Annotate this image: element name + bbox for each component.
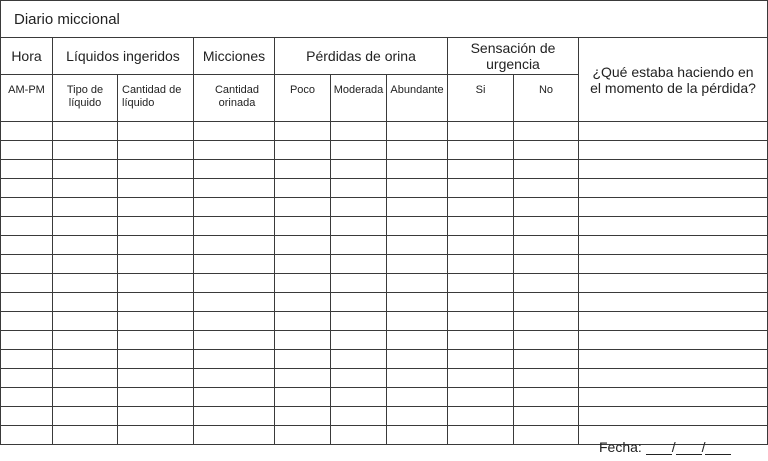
table-row [1,122,768,141]
entry-cell[interactable] [331,179,387,198]
entry-cell[interactable] [579,407,768,426]
entry-cell[interactable] [579,236,768,255]
entry-cell[interactable] [1,255,53,274]
header-no: No [514,75,579,122]
entry-cell[interactable] [514,312,579,331]
entry-cell[interactable] [118,331,194,350]
entry-cell[interactable] [448,388,514,407]
entry-cell[interactable] [387,236,448,255]
entry-cell[interactable] [53,426,118,445]
entry-cell[interactable] [1,122,53,141]
entry-cell[interactable] [514,350,579,369]
entry-cell[interactable] [118,426,194,445]
entry-cell[interactable] [118,274,194,293]
header-moderada: Moderada [331,75,387,122]
entry-cell[interactable] [448,331,514,350]
entry-cell[interactable] [194,350,275,369]
entry-cell[interactable] [448,160,514,179]
entry-cell[interactable] [275,198,331,217]
entry-cell[interactable] [275,426,331,445]
entry-cell[interactable] [387,312,448,331]
entry-cell[interactable] [53,160,118,179]
entry-cell[interactable] [53,122,118,141]
entry-cell[interactable] [53,388,118,407]
header-cantidad-liquido: Cantidad de líquido [118,75,194,122]
entry-cell[interactable] [514,217,579,236]
entry-cell[interactable] [194,312,275,331]
entry-cell[interactable] [53,407,118,426]
entry-cell[interactable] [448,141,514,160]
entry-cell[interactable] [387,293,448,312]
entry-cell[interactable] [194,388,275,407]
entry-cell[interactable] [514,160,579,179]
entry-cell[interactable] [194,217,275,236]
header-cantidad-orinada: Cantidad orinada [194,75,275,122]
entry-cell[interactable] [194,331,275,350]
entry-cell[interactable] [448,236,514,255]
entry-cell[interactable] [194,122,275,141]
table-row [1,312,768,331]
entry-cell[interactable] [194,369,275,388]
header-actividad-label: ¿Qué estaba haciendo en el momento de la pérdida? [590,63,756,96]
entry-cell[interactable] [194,426,275,445]
header-hora: Hora [1,38,53,75]
entry-cell[interactable] [331,217,387,236]
entry-cell[interactable] [514,426,579,445]
entry-cell[interactable] [331,122,387,141]
table-row [1,179,768,198]
entry-cell[interactable] [275,312,331,331]
date-separator: / [701,439,706,455]
entry-cell[interactable] [194,274,275,293]
entry-cell[interactable] [387,122,448,141]
entry-cell[interactable] [387,426,448,445]
entry-cell[interactable] [1,331,53,350]
header-si: Si [448,75,514,122]
entry-cell[interactable] [53,312,118,331]
entry-cell[interactable] [331,388,387,407]
entry-cell[interactable] [1,141,53,160]
entry-cell[interactable] [118,388,194,407]
entry-cell[interactable] [514,198,579,217]
form-title: Diario miccional [1,1,768,38]
entry-cell[interactable] [118,369,194,388]
entry-cell[interactable] [514,122,579,141]
entry-cell[interactable] [194,293,275,312]
entry-cell[interactable] [514,293,579,312]
entry-cell[interactable] [53,369,118,388]
entry-cell[interactable] [275,255,331,274]
entry-cell[interactable] [118,141,194,160]
header-tipo-liquido: Tipo de líquido [53,75,118,122]
table-row [1,160,768,179]
entry-cell[interactable] [53,293,118,312]
entry-cell[interactable] [1,293,53,312]
entry-cell[interactable] [331,331,387,350]
table-row [1,236,768,255]
table-row [1,350,768,369]
entry-cell[interactable] [387,217,448,236]
entry-cell[interactable] [275,331,331,350]
entry-cell[interactable] [514,369,579,388]
entry-cell[interactable] [194,198,275,217]
entry-cell[interactable] [387,255,448,274]
entry-cell[interactable] [1,160,53,179]
entry-cell[interactable] [448,407,514,426]
entry-cell[interactable] [118,198,194,217]
date-field [599,439,731,455]
table-row [1,198,768,217]
entry-cell[interactable] [579,122,768,141]
entry-cell[interactable] [514,407,579,426]
entry-cell[interactable] [579,388,768,407]
date-month-blank[interactable] [676,440,702,455]
entry-cell[interactable] [1,217,53,236]
entry-cell[interactable] [514,274,579,293]
entry-cell[interactable] [387,350,448,369]
entry-cell[interactable] [579,198,768,217]
table-row [1,407,768,426]
table-row [1,331,768,350]
table-row [1,141,768,160]
entry-cell[interactable] [53,331,118,350]
header-urgencia-label: Sensación de urgencia [470,40,556,72]
entry-cell[interactable] [579,350,768,369]
entry-cell[interactable] [331,255,387,274]
entry-cell[interactable] [1,179,53,198]
entry-cell[interactable] [1,350,53,369]
entry-cell[interactable] [387,141,448,160]
entry-cell[interactable] [275,160,331,179]
header-micciones: Micciones [194,38,275,75]
header-urgencia [448,38,579,75]
entry-cell[interactable] [275,236,331,255]
entry-cell[interactable] [579,331,768,350]
entry-cell[interactable] [275,122,331,141]
entry-cell[interactable] [194,160,275,179]
entry-cell[interactable] [118,122,194,141]
entry-cell[interactable] [331,141,387,160]
table-row [1,369,768,388]
entry-cell[interactable] [275,141,331,160]
entry-cell[interactable] [118,255,194,274]
entry-cell[interactable] [118,312,194,331]
entry-cell[interactable] [331,236,387,255]
table-row [1,255,768,274]
entry-cell[interactable] [514,179,579,198]
entry-cell[interactable] [579,312,768,331]
entry-cell[interactable] [514,236,579,255]
entry-cell[interactable] [275,179,331,198]
entry-cell[interactable] [331,274,387,293]
entry-cell[interactable] [448,255,514,274]
entry-cell[interactable] [118,407,194,426]
entry-cell[interactable] [331,350,387,369]
entry-cell[interactable] [448,198,514,217]
entry-cell[interactable] [448,426,514,445]
entry-cell[interactable] [579,255,768,274]
entry-cell[interactable] [118,217,194,236]
date-label: Fecha: [599,439,642,455]
entry-cell[interactable] [118,179,194,198]
header-am-pm: AM-PM [1,75,53,122]
entry-cell[interactable] [53,179,118,198]
entry-cell[interactable] [579,179,768,198]
entry-cell[interactable] [448,179,514,198]
entry-cell[interactable] [387,274,448,293]
entry-cell[interactable] [194,407,275,426]
header-poco: Poco [275,75,331,122]
date-day-blank[interactable] [646,440,672,455]
date-separator: / [671,439,676,455]
entry-cell[interactable] [387,160,448,179]
entry-cell[interactable] [331,407,387,426]
entry-cell[interactable] [1,236,53,255]
entry-cell[interactable] [275,350,331,369]
table-row [1,274,768,293]
entry-cell[interactable] [53,274,118,293]
entry-cell[interactable] [579,217,768,236]
header-abundante: Abundante [387,75,448,122]
entry-cell[interactable] [331,312,387,331]
entry-cell[interactable] [387,179,448,198]
entry-cell[interactable] [1,369,53,388]
entry-cell[interactable] [331,198,387,217]
entry-cell[interactable] [275,388,331,407]
entry-cell[interactable] [448,350,514,369]
date-year-blank[interactable] [705,440,731,455]
entry-cell[interactable] [53,236,118,255]
entry-cell[interactable] [448,293,514,312]
entry-cell[interactable] [118,350,194,369]
entry-cell[interactable] [53,255,118,274]
entry-cell[interactable] [387,198,448,217]
entry-cell[interactable] [194,255,275,274]
entry-cell[interactable] [579,369,768,388]
entry-cell[interactable] [514,141,579,160]
entry-cell[interactable] [1,407,53,426]
entry-cell[interactable] [579,141,768,160]
table-row [1,217,768,236]
entry-cell[interactable] [1,426,53,445]
entry-cell[interactable] [579,274,768,293]
entry-cell[interactable] [331,369,387,388]
entry-cell[interactable] [194,141,275,160]
entry-cell[interactable] [53,217,118,236]
entry-cell[interactable] [194,179,275,198]
entry-cell[interactable] [275,407,331,426]
entry-cell[interactable] [118,160,194,179]
entry-cell[interactable] [1,198,53,217]
entry-cell[interactable] [331,293,387,312]
entry-cell[interactable] [448,274,514,293]
entry-cell[interactable] [387,331,448,350]
header-actividad [579,38,768,122]
entry-cell[interactable] [53,350,118,369]
entry-cell[interactable] [1,388,53,407]
entry-cell[interactable] [275,369,331,388]
entry-cell[interactable] [331,160,387,179]
entry-cell[interactable] [331,426,387,445]
entry-cell[interactable] [387,388,448,407]
table-row [1,388,768,407]
entry-cell[interactable] [1,274,53,293]
entry-cell[interactable] [387,407,448,426]
entry-cell[interactable] [53,141,118,160]
entry-cell[interactable] [275,274,331,293]
entry-cell[interactable] [118,293,194,312]
entry-cell[interactable] [194,236,275,255]
entry-cell[interactable] [579,293,768,312]
entry-cell[interactable] [118,236,194,255]
diary-rows [1,122,768,445]
entry-cell[interactable] [275,293,331,312]
entry-cell[interactable] [514,255,579,274]
entry-cell[interactable] [448,369,514,388]
header-liquidos: Líquidos ingeridos [53,38,194,75]
entry-cell[interactable] [275,217,331,236]
header-perdidas: Pérdidas de orina [275,38,448,75]
entry-cell[interactable] [514,331,579,350]
entry-cell[interactable] [1,312,53,331]
entry-cell[interactable] [387,369,448,388]
entry-cell[interactable] [579,160,768,179]
entry-cell[interactable] [448,217,514,236]
entry-cell[interactable] [53,198,118,217]
entry-cell[interactable] [514,388,579,407]
entry-cell[interactable] [448,312,514,331]
entry-cell[interactable] [448,122,514,141]
table-row [1,293,768,312]
